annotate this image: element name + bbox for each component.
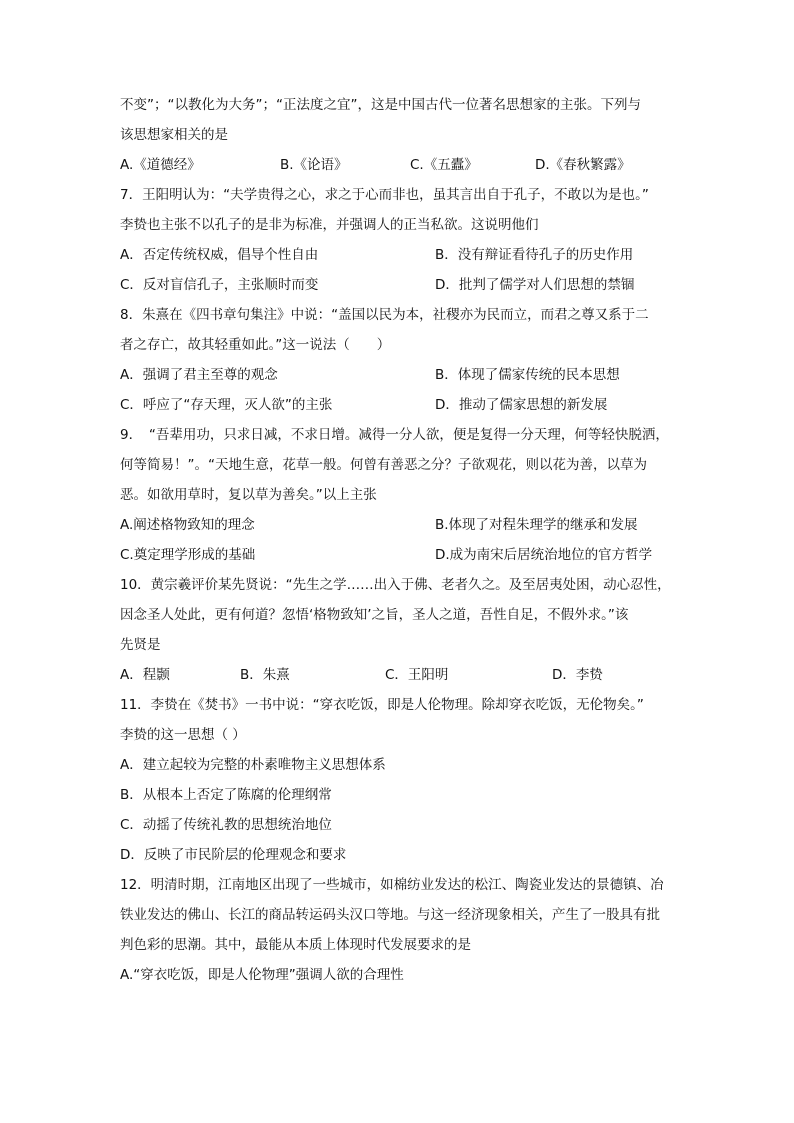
question-text-line: 铁业发达的佛山、长江的商品转运码头汉口等地。与这一经济现象相关，产生了一股具有批 [120,907,660,923]
option-c[interactable]: C．王阳明 [385,667,449,683]
option-c[interactable]: C．呼应了“存天理，灭人欲”的主张 [120,397,333,413]
question-text-line: 李贽也主张不以孔子的是非为标准，并强调人的正当私欲。这说明他们 [120,217,539,233]
option-a[interactable]: A．强调了君主至尊的观念 [120,367,278,383]
option-d[interactable]: D.成为南宋后居统治地位的官方哲学 [435,547,653,563]
question-text-line: 李贽的这一思想（ ） [120,727,246,743]
option-d[interactable]: D．反映了市民阶层的伦理观念和要求 [120,847,347,863]
question-text-line: 8．朱熹在《四书章句集注》中说：“盖国以民为本，社稷亦为民而立，而君之尊又系于二 [120,307,649,323]
option-d[interactable]: D．李贽 [552,667,603,683]
question-text-line: 何等简易！”。“天地生意，花草一般。何曾有善恶之分？子欲观花，则以花为善，以草为 [120,457,647,473]
option-b[interactable]: B.体现了对程朱理学的继承和发展 [435,517,638,533]
option-b[interactable]: B．体现了儒家传统的民本思想 [435,367,620,383]
option-a[interactable]: A．否定传统权威，倡导个性自由 [120,247,319,263]
option-a[interactable]: A.“穿衣吃饭，即是人伦物理”强调人欲的合理性 [120,967,404,983]
options-row [120,390,680,420]
question-text-line: 先贤是 [120,637,161,653]
option-a[interactable]: A．建立起较为完整的朴素唯物主义思想体系 [120,757,386,773]
option-c[interactable]: C.奠定理学形成的基础 [120,547,256,563]
question-text-line: 12．明清时期，江南地区出现了一些城市，如棉纺业发达的松江、陶瓷业发达的景德镇、冶 [120,877,664,893]
exam-page [120,90,680,990]
question-text-line: 者之存亡，故其轻重如此。”这一说法（ ） [120,337,391,353]
question-text-line: 恶。如欲用草时，复以草为善矣。”以上主张 [120,487,377,503]
option-d[interactable]: D.《春秋繁露》 [535,157,631,173]
options-row [120,510,680,540]
options-row [120,150,680,180]
option-d[interactable]: D．推动了儒家思想的新发展 [435,397,608,413]
option-b[interactable]: B．朱熹 [240,667,290,683]
question-9 [120,420,680,570]
options-row [120,540,680,570]
question-text-line: 因念圣人处此，更有何道？忽悟‘格物致知’之旨，圣人之道，吾性自足，不假外求。”该 [120,607,629,623]
options-row [120,360,680,390]
question-12 [120,870,680,990]
option-c[interactable]: C．动摇了传统礼教的思想统治地位 [120,817,332,833]
option-c[interactable]: C．反对盲信孔子，主张顺时而变 [120,277,319,293]
question-11 [120,690,680,870]
options-row [120,660,680,690]
question-text-line: 判色彩的思潮。其中，最能从本质上体现时代发展要求的是 [120,937,471,953]
question-6 [120,90,680,180]
option-c[interactable]: C.《五蠹》 [410,157,478,173]
question-8 [120,300,680,420]
option-b[interactable]: B．没有辩证看待孔子的历史作用 [435,247,634,263]
option-d[interactable]: D．批判了儒学对人们思想的禁锢 [435,277,635,293]
question-text-line: 10．黄宗羲评价某先贤说：“先生之学……出入于佛、老者久之。及至居夷处困，动心忍性， [120,577,671,593]
question-text-line: 9． “吾辈用功，只求日减，不求日增。减得一分人欲，便是复得一分天理，何等轻快脱洒， [120,427,669,443]
question-text-line: 不变”；“以教化为大务”；“正法度之宜”，这是中国古代一位著名思想家的主张。下列与 [120,97,641,113]
options-row [120,240,680,270]
option-a[interactable]: A.阐述格物致知的理念 [120,517,255,533]
option-a[interactable]: A．程颢 [120,667,170,683]
question-10 [120,570,680,690]
option-b[interactable]: B.《论语》 [280,157,348,173]
question-text-line: 7．王阳明认为：“夫学贵得之心，求之于心而非也，虽其言出自于孔子，不敢以为是也。” [120,187,649,203]
question-text-line: 11．李贽在《焚书》一书中说：“穿衣吃饭，即是人伦物理。除却穿衣吃饭，无伦物矣。” [120,697,644,713]
option-b[interactable]: B．从根本上否定了陈腐的伦理纲常 [120,787,332,803]
question-text-line: 该思想家相关的是 [120,127,228,143]
question-7 [120,180,680,300]
options-row [120,270,680,300]
option-a[interactable]: A.《道德经》 [120,157,201,173]
